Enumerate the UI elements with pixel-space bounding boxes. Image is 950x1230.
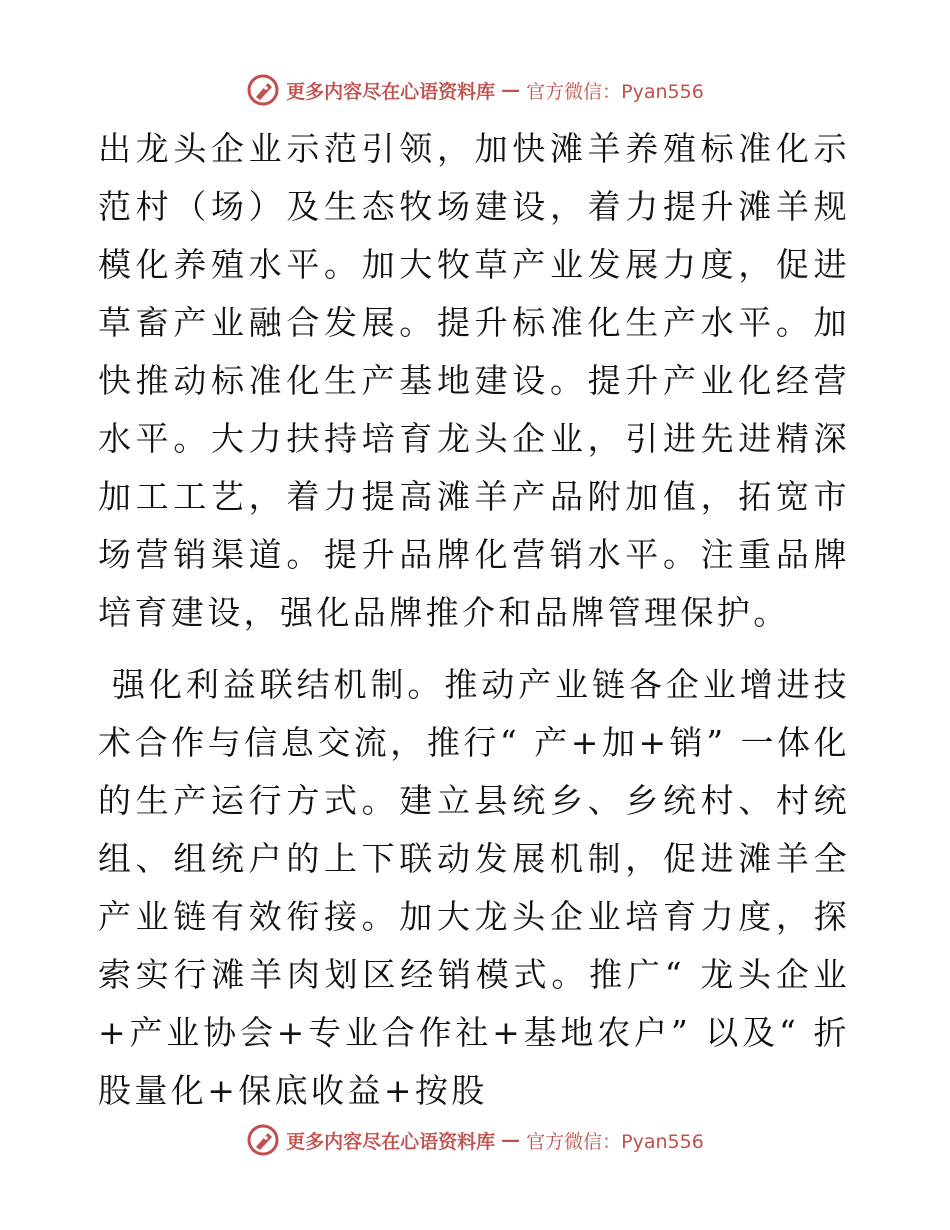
header-brand-text: 更多内容尽在心语资料库 xyxy=(286,80,496,103)
pen-nib-logo-icon xyxy=(246,73,280,107)
body-paragraph-2: 强化利益联结机制。推动产业链各企业增进技术合作与信息交流，推行“ 产+加+销” 一体化的生产运行方式。建立县统乡、乡统村、村统组、组统户的上下联动发展机制，促进滩羊全产业链有效衔接。加大龙头企业培育力度，探索实行滩羊肉划区经销模式。推广“ 龙头企业+产业协会+专业合作社+基地农户” 以及“ 折股量化+保底收益+按股 xyxy=(98,665,850,1110)
pen-nib-logo-icon xyxy=(246,1123,280,1157)
body-paragraph-1: 出龙头企业示范引领，加快滩羊养殖标准化示范村（场）及生态牧场建设，着力提升滩羊规模化养殖水平。加大牧草产业发展力度，促进草畜产业融合发展。提升标准化生产水平。加快推动标准化生产基地建设。提升产业化经营水平。大力扶持培育龙头企业，引进先进精深加工工艺，着力提高滩羊产品附加值，拓宽市场营销渠道。提升品牌化营销水平。注重品牌培育建设，强化品牌推介和品牌管理保护。 xyxy=(98,129,850,632)
footer-separator: — xyxy=(501,1129,521,1151)
footer-wechat-text: 官方微信：Pyan556 xyxy=(526,1130,704,1153)
page-header-banner xyxy=(0,70,950,110)
page-footer-banner xyxy=(0,1120,950,1160)
header-separator: — xyxy=(501,79,521,101)
header-wechat-text: 官方微信：Pyan556 xyxy=(526,80,704,103)
footer-brand-text: 更多内容尽在心语资料库 xyxy=(286,1130,496,1153)
document-body xyxy=(98,120,850,1120)
